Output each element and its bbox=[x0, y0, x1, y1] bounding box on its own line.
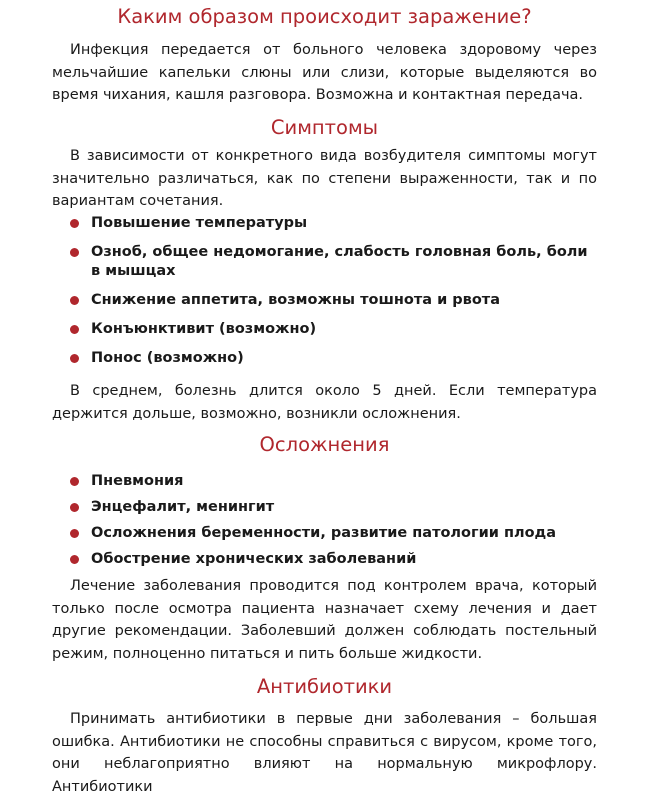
list-item-text: Энцефалит, менингит bbox=[91, 499, 275, 515]
complications-list bbox=[52, 472, 597, 576]
list-item bbox=[52, 472, 597, 491]
list-item bbox=[52, 550, 597, 569]
heading-complications: Осложнения bbox=[259, 433, 390, 456]
bullet-icon bbox=[70, 503, 79, 512]
bullet-icon bbox=[70, 477, 79, 486]
bullet-icon bbox=[70, 529, 79, 538]
bullet-icon bbox=[70, 354, 79, 363]
bullet-icon bbox=[70, 325, 79, 334]
heading-transmission: Каким образом происходит заражение? bbox=[117, 5, 532, 28]
list-item-text: Озноб, общее недомогание, слабость головная боль, боли в мышцах bbox=[91, 244, 588, 279]
paragraph-symptoms-outro: В среднем, болезнь длится около 5 дней. Если температура держится дольше, возможно, возникли осложнения. bbox=[52, 383, 597, 422]
list-item bbox=[52, 214, 597, 233]
bullet-icon bbox=[70, 248, 79, 257]
paragraph-treatment: Лечение заболевания проводится под контролем врача, который только после осмотра пациента назначает схему лечения и дает другие рекомендации. Заболевший должен соблюдать постельный режим, полноценно питаться и пить больше жидкости. bbox=[52, 578, 597, 662]
list-item-text: Повышение температуры bbox=[91, 215, 308, 231]
list-item bbox=[52, 243, 597, 281]
list-item-text: Пневмония bbox=[91, 473, 184, 489]
paragraph-symptoms-intro: В зависимости от конкретного вида возбудителя симптомы могут значительно различаться, как по степени выраженности, так и по вариантам сочетания. bbox=[52, 148, 597, 209]
list-item bbox=[52, 349, 597, 368]
list-item-text: Осложнения беременности, развитие патологии плода bbox=[91, 525, 557, 541]
heading-symptoms: Симптомы bbox=[270, 116, 379, 139]
list-item bbox=[52, 291, 597, 310]
list-item bbox=[52, 524, 597, 543]
list-item-text: Снижение аппетита, возможны тошнота и рвота bbox=[91, 292, 500, 308]
list-item-text: Конъюнктивит (возможно) bbox=[91, 321, 317, 337]
bullet-icon bbox=[70, 219, 79, 228]
symptoms-list bbox=[52, 214, 597, 378]
list-item bbox=[52, 320, 597, 339]
paragraph-antibiotics: Принимать антибиотики в первые дни заболевания – большая ошибка. Антибиотики не способны справиться с вирусом, кроме того, они неблагоприятно влияют на нормальную микрофлору. Антибиотики bbox=[52, 711, 597, 795]
paragraph-transmission: Инфекция передается от больного человека здоровому через мельчайшие капельки слюны или слизи, которые выделяются во время чихания, кашля разговора. Возможна и контактная передача. bbox=[52, 42, 597, 103]
list-item-text: Понос (возможно) bbox=[91, 350, 244, 366]
list-item-text: Обострение хронических заболеваний bbox=[91, 551, 417, 567]
bullet-icon bbox=[70, 296, 79, 305]
heading-antibiotics: Антибиотики bbox=[256, 675, 393, 698]
list-item bbox=[52, 498, 597, 517]
bullet-icon bbox=[70, 555, 79, 564]
